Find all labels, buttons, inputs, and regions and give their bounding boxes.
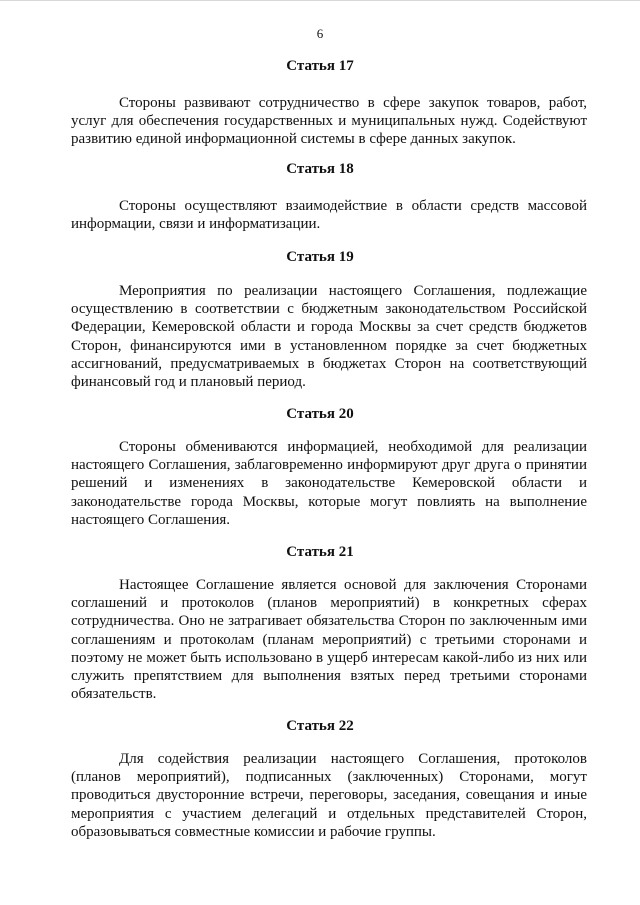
article-19-title: Статья 19 (286, 249, 354, 265)
article-21-title: Статья 21 (286, 544, 354, 560)
article-20-title: Статья 20 (286, 406, 354, 422)
scan-edge-line (0, 0, 640, 1)
article-21-text: Настоящее Соглашение является основой для заключения Сторонами соглашений и протоколов (планов мероприятий) в конкретных сферах сотрудничества. Оно не затрагивает обязательства Сторон по заключенным ими соглашениям и протоколам (планам мероприятий) с третьими сторонами и поэтому не может быть использовано в ущерб интересам какой-либо из них или служить препятствием для выполнения взятых перед третьими сторонами обязательств. (71, 577, 587, 703)
article-17-text: Стороны развивают сотрудничество в сфере закупок товаров, работ, услуг для обеспечения государственных и муниципальных нужд. Содействуют развитию единой информационной системы в сфере данных закупок. (71, 95, 587, 148)
article-19-text: Мероприятия по реализации настоящего Соглашения, подлежащие осуществлению в соответствии с бюджетным законодательством Российской Федерации, Кемеровской области и города Москвы за счет средств бюджетов Сторон, финансируются ими в установленном порядке за счет бюджетных ассигнований, предусматриваемых в бюджетах Сторон на соответствующий финансовый год и плановый период. (71, 283, 587, 391)
article-17-title: Статья 17 (286, 58, 354, 74)
article-18-text: Стороны осуществляют взаимодействие в области средств массовой информации, связи и информатизации. (71, 198, 587, 233)
article-20-text: Стороны обмениваются информацией, необходимой для реализации настоящего Соглашения, заблаговременно информируют друг друга о принятии решений и изменениях в законодательстве Кемеровской области и законодательстве города Москвы, которые могут повлиять на выполнение настоящего Соглашения. (71, 439, 587, 528)
page-number: 6 (316, 26, 324, 41)
article-22-title: Статья 22 (286, 718, 354, 734)
article-22-text: Для содействия реализации настоящего Соглашения, протоколов (планов мероприятий), подписанных (заключенных) Сторонами, могут проводиться двусторонние встречи, переговоры, заседания, совещания и иные мероприятия с участием делегаций и отдельных представителей Сторон, образовываться совместные комиссии и рабочие группы. (71, 751, 587, 840)
article-18-title: Статья 18 (286, 161, 354, 177)
